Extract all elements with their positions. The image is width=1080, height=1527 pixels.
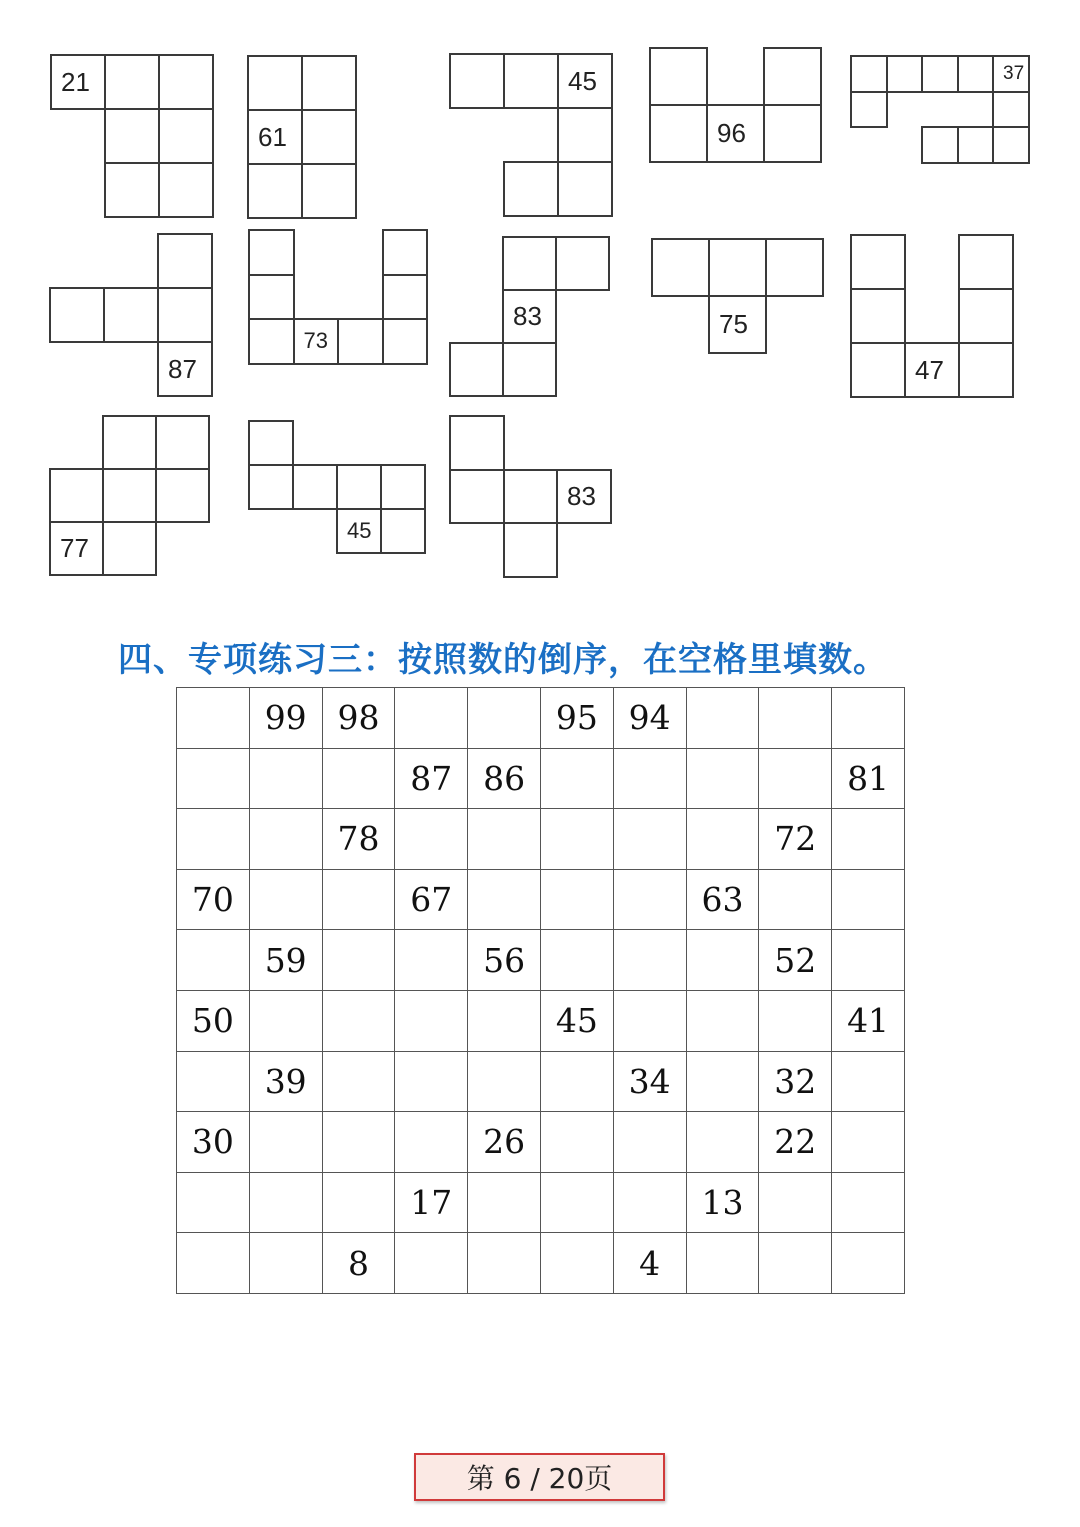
grid-cell-given: 81: [832, 748, 905, 809]
grid-cell-blank[interactable]: [759, 1233, 832, 1294]
grid-cell-blank[interactable]: [686, 990, 759, 1051]
grid-cell-given: 34: [613, 1051, 686, 1112]
grid-cell-blank[interactable]: [832, 1112, 905, 1173]
grid-cell-blank[interactable]: [322, 1051, 395, 1112]
puzzle-cell-blank[interactable]: [380, 508, 426, 554]
puzzle-cell-given: 47: [904, 342, 960, 398]
grid-cell-given: 50: [177, 990, 250, 1051]
puzzle-cell-blank[interactable]: [336, 464, 382, 510]
grid-cell-blank[interactable]: [395, 990, 468, 1051]
grid-cell-given: 63: [686, 869, 759, 930]
puzzle-cell-blank[interactable]: [958, 234, 1014, 290]
puzzle-cell-blank[interactable]: [104, 54, 160, 110]
puzzle-cell-blank[interactable]: [958, 342, 1014, 398]
grid-cell-blank[interactable]: [249, 1233, 322, 1294]
puzzle-cell-blank[interactable]: [992, 91, 1030, 129]
grid-cell-blank[interactable]: [613, 1172, 686, 1233]
puzzle-cell-given: 45: [557, 53, 613, 109]
puzzle-cell-blank[interactable]: [49, 287, 105, 343]
grid-cell-blank[interactable]: [613, 809, 686, 870]
puzzle-cell-given: 37: [992, 55, 1030, 93]
puzzle-cell-blank[interactable]: [763, 104, 822, 163]
grid-cell-blank[interactable]: [249, 809, 322, 870]
puzzle-cell-blank[interactable]: [102, 521, 157, 576]
page-indicator: 第 6 / 20页: [414, 1453, 665, 1501]
grid-cell-given: 4: [613, 1233, 686, 1294]
grid-cell-blank[interactable]: [249, 1172, 322, 1233]
grid-cell-given: 94: [613, 688, 686, 749]
puzzle-cell-given: 45: [336, 508, 382, 554]
puzzle-cell-blank[interactable]: [155, 468, 210, 523]
grid-cell-given: 32: [759, 1051, 832, 1112]
puzzle-cell-blank[interactable]: [763, 47, 822, 106]
grid-cell-blank[interactable]: [759, 1172, 832, 1233]
grid-cell-blank[interactable]: [249, 1112, 322, 1173]
grid-cell-given: 17: [395, 1172, 468, 1233]
grid-cell-blank[interactable]: [395, 1112, 468, 1173]
grid-cell-blank[interactable]: [832, 688, 905, 749]
grid-cell-blank[interactable]: [395, 688, 468, 749]
grid-cell-blank[interactable]: [177, 688, 250, 749]
puzzle-cell-blank[interactable]: [958, 288, 1014, 344]
section-title: 四、专项练习三：按照数的倒序，在空格里填数。: [118, 640, 888, 680]
grid-cell-blank[interactable]: [540, 1172, 613, 1233]
puzzle-cell-blank[interactable]: [248, 420, 294, 466]
puzzle-cell-blank[interactable]: [382, 318, 429, 365]
grid-cell-blank[interactable]: [686, 809, 759, 870]
grid-cell-blank[interactable]: [613, 1112, 686, 1173]
puzzle-cell-blank[interactable]: [957, 55, 995, 93]
grid-cell-blank[interactable]: [540, 748, 613, 809]
grid-cell-blank[interactable]: [468, 809, 541, 870]
grid-row: [177, 990, 905, 1051]
puzzle-cell-given: 73: [293, 318, 340, 365]
puzzle-cell-given: 21: [50, 54, 106, 110]
grid-cell-given: 86: [468, 748, 541, 809]
grid-cell-blank[interactable]: [759, 688, 832, 749]
grid-cell-blank[interactable]: [540, 809, 613, 870]
puzzle-cell-blank[interactable]: [49, 468, 104, 523]
puzzle-cell-blank[interactable]: [649, 47, 708, 106]
puzzle-cell-blank[interactable]: [503, 522, 559, 578]
puzzle-cell-blank[interactable]: [158, 108, 214, 164]
grid-cell-given: 70: [177, 869, 250, 930]
puzzle-cell-blank[interactable]: [449, 53, 505, 109]
grid-cell-blank[interactable]: [686, 930, 759, 991]
puzzle-cell-blank[interactable]: [248, 274, 295, 321]
grid-cell-blank[interactable]: [613, 930, 686, 991]
grid-cell-blank[interactable]: [177, 1233, 250, 1294]
grid-cell-blank[interactable]: [468, 1172, 541, 1233]
grid-cell-blank[interactable]: [832, 1233, 905, 1294]
grid-cell-given: 26: [468, 1112, 541, 1173]
grid-cell-given: 13: [686, 1172, 759, 1233]
grid-cell-blank[interactable]: [468, 1233, 541, 1294]
puzzle-cell-blank[interactable]: [502, 342, 557, 397]
grid-cell-blank[interactable]: [613, 748, 686, 809]
grid-row: [177, 930, 905, 991]
grid-cell-blank[interactable]: [686, 1233, 759, 1294]
puzzle-cell-blank[interactable]: [557, 161, 613, 217]
puzzle-cell-blank[interactable]: [155, 415, 210, 470]
grid-cell-blank[interactable]: [322, 1112, 395, 1173]
grid-cell-blank[interactable]: [322, 748, 395, 809]
grid-cell-blank[interactable]: [832, 809, 905, 870]
puzzle-cell-blank[interactable]: [503, 161, 559, 217]
grid-cell-blank[interactable]: [832, 1051, 905, 1112]
puzzle-cell-blank[interactable]: [921, 126, 959, 164]
grid-cell-given: 22: [759, 1112, 832, 1173]
grid-cell-blank[interactable]: [177, 930, 250, 991]
puzzle-cell-given: 87: [157, 341, 213, 397]
puzzle-cell-blank[interactable]: [921, 55, 959, 93]
grid-cell-blank[interactable]: [249, 748, 322, 809]
grid-cell-given: 99: [249, 688, 322, 749]
grid-cell-blank[interactable]: [322, 869, 395, 930]
puzzle-cell-given: 96: [706, 104, 765, 163]
grid-cell-given: 95: [540, 688, 613, 749]
puzzle-cell-blank[interactable]: [992, 126, 1030, 164]
grid-cell-blank[interactable]: [686, 1051, 759, 1112]
hundred-grid: [176, 687, 905, 1294]
grid-cell-blank[interactable]: [468, 990, 541, 1051]
puzzle-cell-blank[interactable]: [886, 55, 924, 93]
grid-cell-given: 78: [322, 809, 395, 870]
grid-cell-blank[interactable]: [395, 809, 468, 870]
grid-cell-blank[interactable]: [759, 748, 832, 809]
puzzle-cell-blank[interactable]: [337, 318, 384, 365]
grid-cell-blank[interactable]: [540, 930, 613, 991]
grid-cell-blank[interactable]: [759, 990, 832, 1051]
grid-cell-blank[interactable]: [322, 930, 395, 991]
puzzle-cell-blank[interactable]: [248, 229, 295, 276]
grid-cell-given: 45: [540, 990, 613, 1051]
grid-cell-blank[interactable]: [322, 1172, 395, 1233]
puzzle-cell-blank[interactable]: [649, 104, 708, 163]
grid-cell-blank[interactable]: [468, 1051, 541, 1112]
puzzle-cell-blank[interactable]: [651, 238, 710, 297]
grid-cell-blank[interactable]: [540, 1051, 613, 1112]
puzzle-cell-blank[interactable]: [708, 238, 767, 297]
grid-cell-given: 87: [395, 748, 468, 809]
grid-cell-given: 59: [249, 930, 322, 991]
puzzle-cell-given: 83: [502, 289, 557, 344]
grid-cell-given: 41: [832, 990, 905, 1051]
grid-cell-blank[interactable]: [177, 1172, 250, 1233]
puzzle-cell-blank[interactable]: [301, 109, 357, 165]
grid-cell-blank[interactable]: [540, 1233, 613, 1294]
grid-cell-blank[interactable]: [540, 869, 613, 930]
grid-row: [177, 809, 905, 870]
grid-cell-blank[interactable]: [249, 869, 322, 930]
puzzle-cell-blank[interactable]: [449, 469, 505, 525]
puzzle-cell-blank[interactable]: [292, 464, 338, 510]
grid-cell-blank[interactable]: [395, 930, 468, 991]
grid-cell-blank[interactable]: [177, 809, 250, 870]
puzzle-area: [0, 0, 1080, 600]
grid-cell-blank[interactable]: [832, 1172, 905, 1233]
puzzle-cell-blank[interactable]: [957, 126, 995, 164]
grid-cell-blank[interactable]: [395, 1233, 468, 1294]
grid-cell-blank[interactable]: [468, 869, 541, 930]
puzzle-cell-blank[interactable]: [449, 415, 505, 471]
puzzle-cell-blank[interactable]: [102, 468, 157, 523]
puzzle-cell-blank[interactable]: [502, 236, 557, 291]
puzzle-cell-blank[interactable]: [157, 233, 213, 289]
puzzle-cell-blank[interactable]: [104, 162, 160, 218]
puzzle-cell-blank[interactable]: [157, 287, 213, 343]
grid-cell-blank[interactable]: [686, 1112, 759, 1173]
puzzle-cell-blank[interactable]: [850, 55, 888, 93]
puzzle-cell-blank[interactable]: [248, 318, 295, 365]
grid-cell-given: 67: [395, 869, 468, 930]
puzzle-cell-given: 83: [556, 469, 612, 525]
grid-cell-given: 56: [468, 930, 541, 991]
grid-cell-given: 72: [759, 809, 832, 870]
grid-row: [177, 688, 905, 749]
grid-row: [177, 869, 905, 930]
puzzle-cell-blank[interactable]: [247, 55, 303, 111]
puzzle-cell-blank[interactable]: [503, 469, 559, 525]
puzzle-cell-blank[interactable]: [503, 53, 559, 109]
puzzle-cell-blank[interactable]: [850, 288, 906, 344]
grid-cell-blank[interactable]: [322, 990, 395, 1051]
puzzle-cell-blank[interactable]: [102, 415, 157, 470]
grid-row: [177, 1172, 905, 1233]
grid-cell-given: 52: [759, 930, 832, 991]
grid-cell-blank[interactable]: [686, 688, 759, 749]
grid-cell-blank[interactable]: [832, 869, 905, 930]
grid-cell-blank[interactable]: [832, 930, 905, 991]
puzzle-cell-blank[interactable]: [103, 287, 159, 343]
grid-cell-blank[interactable]: [249, 990, 322, 1051]
grid-cell-blank[interactable]: [613, 990, 686, 1051]
puzzle-cell-given: 77: [49, 521, 104, 576]
grid-cell-given: 8: [322, 1233, 395, 1294]
puzzle-cell-blank[interactable]: [104, 108, 160, 164]
grid-cell-blank[interactable]: [759, 869, 832, 930]
puzzle-cell-blank[interactable]: [301, 163, 357, 219]
grid-row: [177, 748, 905, 809]
puzzle-cell-blank[interactable]: [382, 274, 429, 321]
puzzle-cell-blank[interactable]: [557, 107, 613, 163]
puzzle-cell-blank[interactable]: [247, 163, 303, 219]
puzzle-cell-blank[interactable]: [449, 342, 504, 397]
puzzle-cell-given: 61: [247, 109, 303, 165]
puzzle-cell-blank[interactable]: [765, 238, 824, 297]
puzzle-cell-blank[interactable]: [850, 342, 906, 398]
puzzle-cell-blank[interactable]: [248, 464, 294, 510]
puzzle-cell-given: 75: [708, 295, 767, 354]
grid-cell-given: 39: [249, 1051, 322, 1112]
puzzle-cell-blank[interactable]: [301, 55, 357, 111]
grid-row: [177, 1051, 905, 1112]
grid-cell-given: 30: [177, 1112, 250, 1173]
grid-cell-blank[interactable]: [395, 1051, 468, 1112]
puzzle-cell-blank[interactable]: [158, 162, 214, 218]
puzzle-cell-blank[interactable]: [850, 91, 888, 129]
grid-row: [177, 1112, 905, 1173]
puzzle-cell-blank[interactable]: [850, 234, 906, 290]
grid-cell-given: 98: [322, 688, 395, 749]
grid-cell-blank[interactable]: [177, 748, 250, 809]
grid-cell-blank[interactable]: [468, 688, 541, 749]
puzzle-cell-blank[interactable]: [380, 464, 426, 510]
grid-cell-blank[interactable]: [540, 1112, 613, 1173]
grid-cell-blank[interactable]: [613, 869, 686, 930]
puzzle-cell-blank[interactable]: [382, 229, 429, 276]
puzzle-cell-blank[interactable]: [158, 54, 214, 110]
puzzle-cell-blank[interactable]: [555, 236, 610, 291]
grid-cell-blank[interactable]: [177, 1051, 250, 1112]
grid-cell-blank[interactable]: [686, 748, 759, 809]
grid-row: [177, 1233, 905, 1294]
